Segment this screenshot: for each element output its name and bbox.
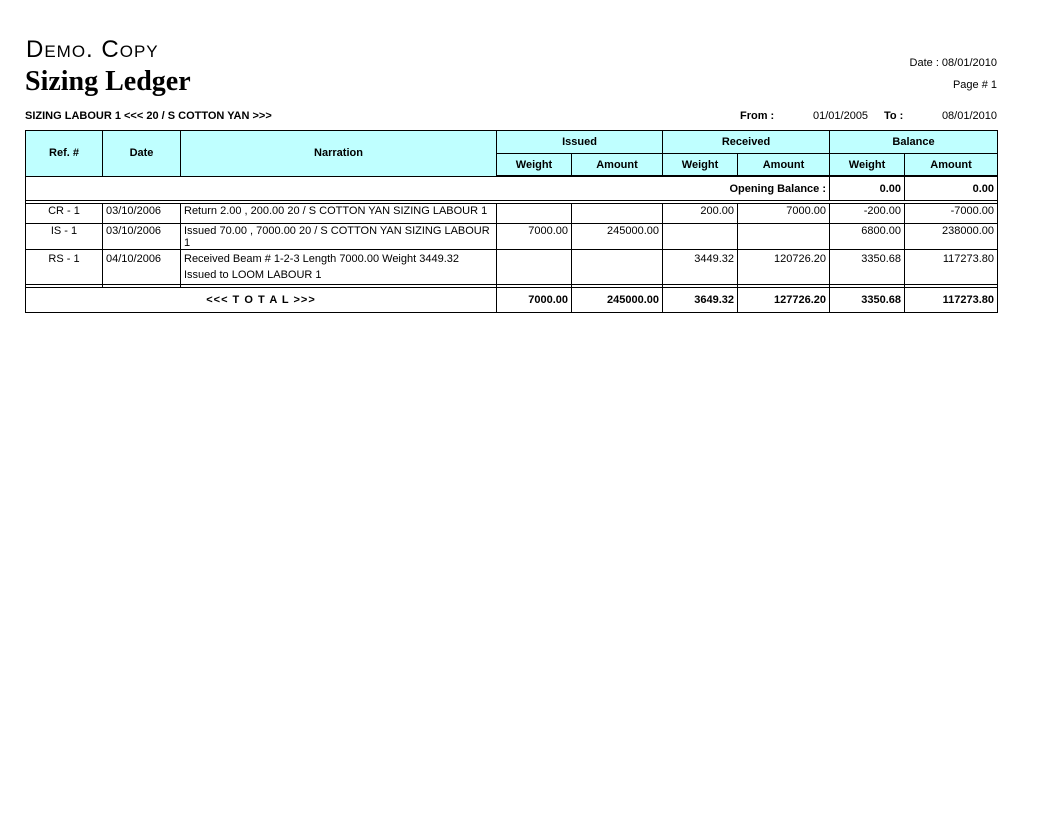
received-amount-cell: 120726.20 (738, 250, 830, 285)
issued-amount-cell: 245000.00 (572, 224, 663, 250)
from-label: From : (740, 110, 775, 122)
col-balance-header: Balance (830, 131, 998, 154)
balance-weight-cell: -200.00 (830, 204, 905, 224)
table-row (26, 224, 998, 250)
opening-balance-label: Opening Balance : (26, 176, 830, 201)
date-cell: 04/10/2006 (103, 250, 181, 285)
page-number: Page # 1 (952, 79, 997, 91)
col-received-header: Received (663, 131, 830, 154)
total-balance-weight: 3350.68 (830, 288, 905, 313)
total-received-weight: 3649.32 (663, 288, 738, 313)
ref-cell: CR - 1 (26, 204, 103, 224)
demo-copy-watermark: Demo. Copy (26, 36, 159, 63)
date-cell: 03/10/2006 (103, 224, 181, 250)
total-issued-weight: 7000.00 (497, 288, 572, 313)
received-weight-cell: 200.00 (663, 204, 738, 224)
balance-weight-cell: 3350.68 (830, 250, 905, 285)
balance-amount-cell: -7000.00 (905, 204, 998, 224)
issued-weight-cell (497, 250, 572, 285)
col-balance-amount-header: Amount (905, 154, 998, 177)
ref-cell: IS - 1 (26, 224, 103, 250)
col-ref-header: Ref. # (26, 131, 103, 177)
total-row (26, 288, 998, 313)
table-row (26, 250, 998, 285)
received-amount-cell: 7000.00 (738, 204, 830, 224)
received-weight-cell: 3449.32 (663, 250, 738, 285)
issued-amount-cell (572, 250, 663, 285)
account-name: SIZING LABOUR 1 <<< 20 / S COTTON YAN >>> (25, 110, 272, 122)
total-balance-amount: 117273.80 (905, 288, 998, 313)
narration-cell: Issued 70.00 , 7000.00 20 / S COTTON YAN SIZING LABOUR 1 (181, 224, 497, 250)
col-issued-weight-header: Weight (497, 154, 572, 177)
received-amount-cell (738, 224, 830, 250)
balance-amount-cell: 117273.80 (905, 250, 998, 285)
to-label: To : (884, 110, 904, 122)
table-row (26, 204, 998, 224)
total-label: <<< T O T A L >>> (26, 288, 497, 313)
col-balance-weight-header: Weight (830, 154, 905, 177)
col-received-weight-header: Weight (663, 154, 738, 177)
col-date-header: Date (103, 131, 181, 177)
opening-balance-weight: 0.00 (830, 176, 905, 201)
report-title: Sizing Ledger (25, 66, 191, 97)
report-date: Date : 08/01/2010 (909, 57, 997, 69)
col-issued-amount-header: Amount (572, 154, 663, 177)
ref-cell: RS - 1 (26, 250, 103, 285)
narration-cell: Received Beam # 1-2-3 Length 7000.00 Weight 3449.32 Issued to LOOM LABOUR 1 (181, 250, 497, 285)
balance-weight-cell: 6800.00 (830, 224, 905, 250)
opening-balance-row (26, 176, 998, 201)
from-date: 01/01/2005 (813, 110, 869, 122)
total-issued-amount: 245000.00 (572, 288, 663, 313)
ledger-table (25, 130, 998, 313)
issued-weight-cell: 7000.00 (497, 224, 572, 250)
balance-amount-cell: 238000.00 (905, 224, 998, 250)
received-weight-cell (663, 224, 738, 250)
issued-weight-cell (497, 204, 572, 224)
col-received-amount-header: Amount (738, 154, 830, 177)
total-received-amount: 127726.20 (738, 288, 830, 313)
date-cell: 03/10/2006 (103, 204, 181, 224)
narration-cell: Return 2.00 , 200.00 20 / S COTTON YAN SIZING LABOUR 1 (181, 204, 497, 224)
issued-amount-cell (572, 204, 663, 224)
col-narration-header: Narration (181, 131, 497, 177)
to-date: 08/01/2010 (941, 110, 997, 122)
col-issued-header: Issued (497, 131, 663, 154)
opening-balance-amount: 0.00 (905, 176, 998, 201)
